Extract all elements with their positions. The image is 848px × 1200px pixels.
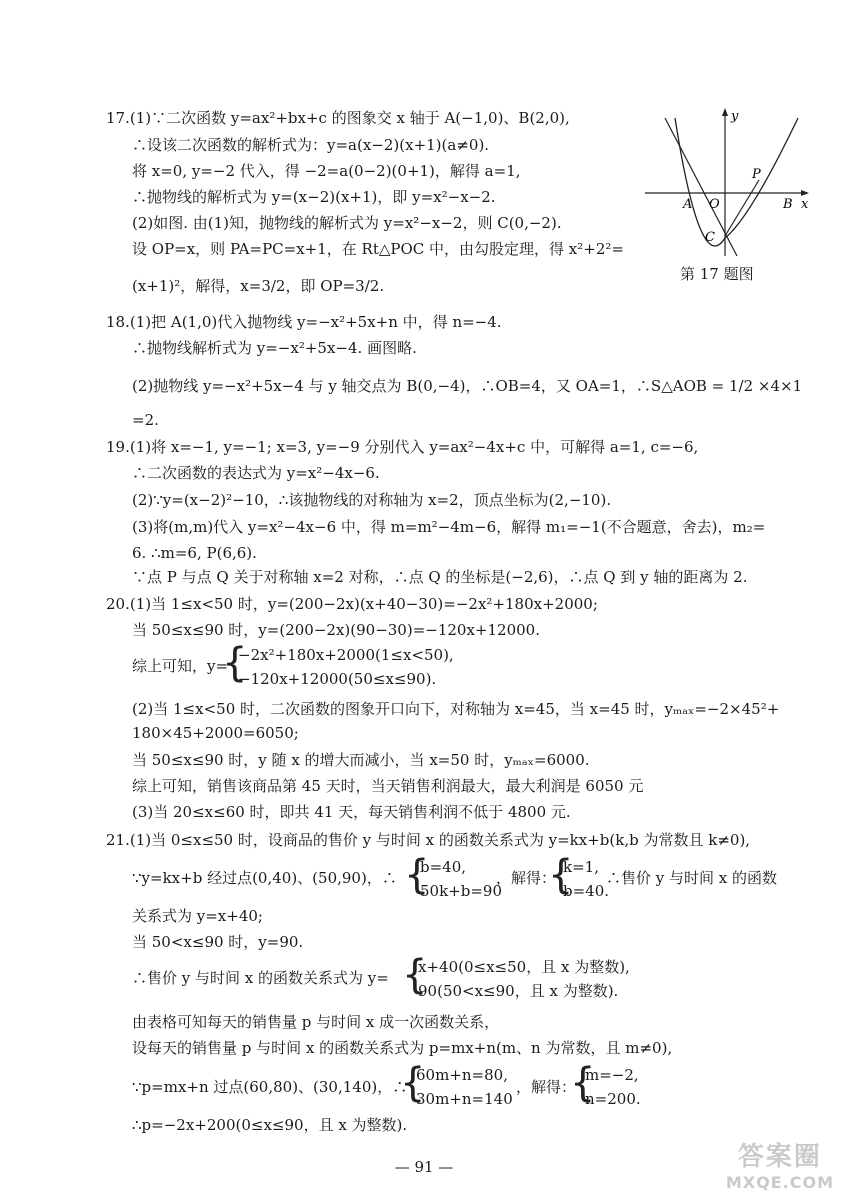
text-line: (2)如图. 由(1)知，抛物线的解析式为 y=x²−x−2，则 C(0,−2). bbox=[132, 214, 562, 232]
text-line: ，解得： bbox=[496, 869, 557, 887]
text-line: (2)当 1≤x<50 时，二次函数的图象开口向下，对称轴为 x=45，当 x=45 时，yₘₐₓ=−2×45²+ bbox=[132, 700, 780, 718]
page-number: — 91 — bbox=[394, 1158, 454, 1176]
text-line: 将 x=0, y=−2 代入，得 −2=a(0−2)(0+1)，解得 a=1, bbox=[132, 162, 521, 180]
text-line: ∴抛物线的解析式为 y=(x−2)(x+1)，即 y=x²−x−2. bbox=[132, 188, 496, 206]
label-b: B bbox=[783, 197, 793, 212]
text-line: ∵y=kx+b 经过点(0,40)、(50,90)，∴ bbox=[132, 869, 397, 887]
x-axis-arrow bbox=[801, 190, 809, 196]
system-line: 30m+n=140 bbox=[416, 1090, 513, 1108]
text-line: 20.(1)当 1≤x<50 时，y=(200−2x)(x+40−30)=−2x²+180x+2000; bbox=[106, 595, 598, 613]
text-line: (2)∵y=(x−2)²−10，∴该抛物线的对称轴为 x=2，顶点坐标为(2,−10). bbox=[132, 491, 612, 509]
line-ac bbox=[665, 118, 737, 256]
text-line: ∴设该二次函数的解析式为：y=a(x−2)(x+1)(a≠0). bbox=[132, 136, 490, 154]
system-line: 50k+b=90 bbox=[420, 882, 503, 900]
label-a: A bbox=[683, 197, 693, 212]
system-line: 60m+n=80, bbox=[416, 1066, 508, 1084]
y-axis-arrow bbox=[722, 108, 728, 116]
text-line: 17.(1)∵二次函数 y=ax²+bx+c 的图象交 x 轴于 A(−1,0)、B(2,0), bbox=[106, 109, 570, 127]
label-y: y bbox=[731, 109, 739, 124]
text-line: 21.(1)当 0≤x≤50 时，设商品的售价 y 与时间 x 的函数关系式为 y=kx+b(k,b 为常数且 k≠0), bbox=[106, 831, 751, 849]
text-line: ∴售价 y 与时间 x 的函数 bbox=[606, 869, 778, 887]
system-line: b=40. bbox=[563, 882, 610, 900]
brace: { bbox=[400, 1060, 426, 1106]
text-line: 由表格可知每天的销售量 p 与时间 x 成一次函数关系， bbox=[132, 1013, 500, 1031]
system-line: x+40(0≤x≤50，且 x 为整数), bbox=[418, 958, 630, 976]
text-line: 当 50≤x≤90 时，y 随 x 的增大而减小，当 x=50 时，yₘₐₓ=6000. bbox=[132, 751, 590, 769]
text-line: 19.(1)将 x=−1, y=−1; x=3, y=−9 分别代入 y=ax²−4x+c 中，可解得 a=1, c=−6, bbox=[106, 438, 699, 456]
segment-pc bbox=[725, 180, 759, 236]
text-line: (3)将(m,m)代入 y=x²−4x−6 中，得 m=m²−4m−6，解得 m₁=−1(不合题意，舍去)，m₂= bbox=[132, 518, 766, 536]
label-x: x bbox=[801, 197, 809, 212]
text-line: =2. bbox=[132, 411, 159, 429]
system-line: −120x+12000(50≤x≤90). bbox=[238, 670, 437, 688]
text-line: ∵p=mx+n 过点(60,80)、(30,140)，∴ bbox=[132, 1078, 408, 1096]
brace: { bbox=[222, 640, 248, 686]
label-c: C bbox=[705, 230, 715, 245]
text-line: ∴售价 y 与时间 x 的函数关系式为 y= bbox=[132, 969, 389, 987]
text-line: 当 50<x≤90 时，y=90. bbox=[132, 933, 304, 951]
text-line: (x+1)²，解得，x=3/2，即 OP=3/2. bbox=[132, 277, 385, 295]
text-line: (3)当 20≤x≤60 时，即共 41 天，每天销售利润不低于 4800 元. bbox=[132, 803, 571, 821]
parabola-figure bbox=[645, 108, 815, 258]
text-line: 设 OP=x，则 PA=PC=x+1，在 Rt△POC 中，由勾股定理，得 x²+2²= bbox=[132, 240, 624, 258]
text-line: ∴二次函数的表达式为 y=x²−4x−6. bbox=[132, 464, 380, 482]
text-line: 当 50≤x≤90 时，y=(200−2x)(90−30)=−120x+12000. bbox=[132, 621, 540, 639]
text-line: ，解得： bbox=[516, 1078, 577, 1096]
figure-caption: 第 17 题图 bbox=[680, 265, 754, 283]
text-line: 18.(1)把 A(1,0)代入抛物线 y=−x²+5x+n 中，得 n=−4. bbox=[106, 313, 502, 331]
watermark-logo-text: 答案圈 bbox=[737, 1142, 822, 1172]
text-line: ∵点 P 与点 Q 关于对称轴 x=2 对称，∴点 Q 的坐标是(−2,6)，∴点 Q 到 y 轴的距离为 2. bbox=[132, 568, 748, 586]
brace: { bbox=[404, 852, 430, 898]
brace: { bbox=[570, 1060, 596, 1106]
system-line: −2x²+180x+2000(1≤x<50), bbox=[238, 646, 454, 664]
system-line: n=200. bbox=[585, 1090, 641, 1108]
watermark bbox=[726, 1136, 834, 1192]
brace: { bbox=[402, 952, 428, 998]
text-line: (2)抛物线 y=−x²+5x−4 与 y 轴交点为 B(0,−4)，∴OB=4，又 OA=1，∴S△AOB = 1/2 ×4×1 bbox=[132, 377, 803, 395]
text-line: ∴抛物线解析式为 y=−x²+5x−4. 画图略. bbox=[132, 339, 417, 357]
system-line: m=−2, bbox=[585, 1066, 639, 1084]
text-line: 关系式为 y=x+40; bbox=[132, 907, 263, 925]
text-line: 综上可知，销售该商品第 45 天时，当天销售利润最大，最大利润是 6050 元 bbox=[132, 777, 644, 795]
text-line: ∴p=−2x+200(0≤x≤90，且 x 为整数). bbox=[132, 1116, 408, 1134]
text-line: 6. ∴m=6, P(6,6). bbox=[132, 544, 257, 562]
parabola-curve bbox=[675, 118, 798, 246]
system-line: 90(50<x≤90，且 x 为整数). bbox=[418, 982, 619, 1000]
text-line: 180×45+2000=6050; bbox=[132, 724, 299, 742]
text-line: 综上可知，y= bbox=[132, 657, 229, 675]
system-line: b=40, bbox=[420, 858, 467, 876]
watermark-url: MXQE.COM bbox=[725, 1173, 834, 1192]
label-p: P bbox=[752, 167, 761, 182]
brace: { bbox=[548, 852, 574, 898]
label-o: O bbox=[709, 197, 720, 212]
text-line: 设每天的销售量 p 与时间 x 的函数关系式为 p=mx+n(m、n 为常数，且 m≠0), bbox=[132, 1039, 673, 1057]
system-line: k=1, bbox=[563, 858, 599, 876]
